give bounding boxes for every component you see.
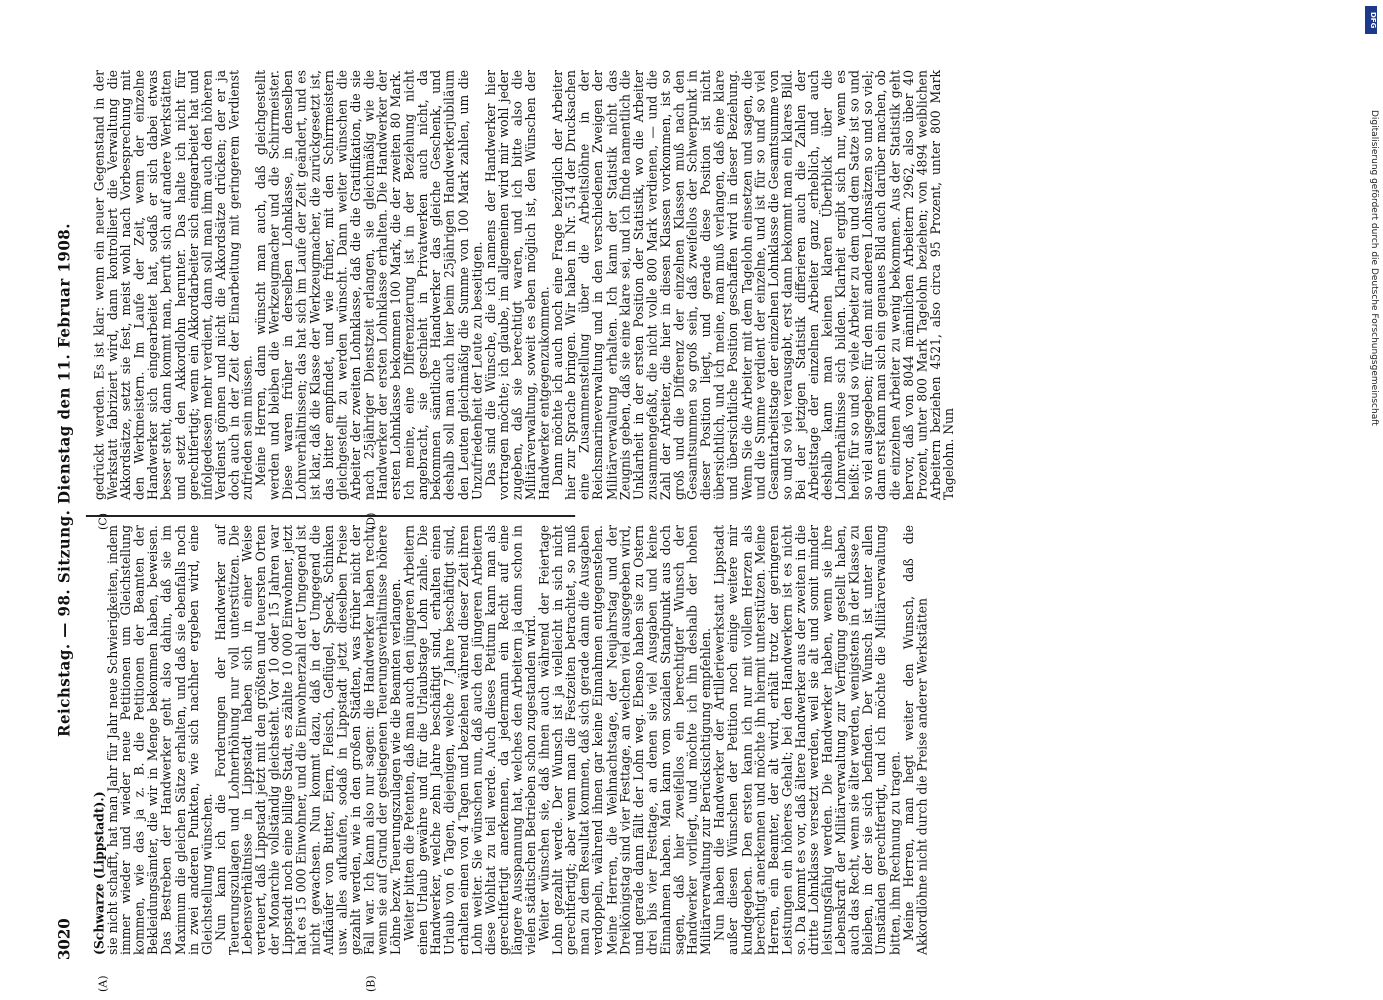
rotated-page: [55, 0, 1353, 1000]
margin-marker-b: (B): [364, 975, 378, 992]
paragraph: Nun haben die Handwerker der Artilleriewerkstatt Lippstadt außer diesen Wünschen der Petition noch einige weitere mir kundgegeben. Den ersten kann ich nur mit vollem Herzen als berechtigt anerkennen und möchte ihn hiermit unterstützen. Meine Herren, ein Beamter, der alt wird, erhält trotz der geringeren Leistungen ein höheres Gehalt; bei den Handwerkern ist es nicht so. Da kommt es vor, daß ältere Handwerker aus der zweiten in die dritte Lohnklasse versetzt werden, weil sie alt und somit minder leistungsfähig werden. Die Handwerker haben, wenn sie ihre Lebenskraft der Militärverwaltung zur Verfügung gestellt haben, auch das Recht, wenn sie älter werden, wenigstens in der Klasse zu bleiben, in der sie sich befinden. Der Wunsch ist unter allen Umständen gerechtfertigt, und ich möchte die Militärverwaltung bitten, ihm Rechnung zu tragen.: [711, 525, 903, 955]
column-divider: [86, 515, 575, 517]
paragraph: Dann möchte ich auch noch eine Frage bezüglich der Arbeiter hier zur Sprache bringen. Wir haben in Nr. 514 der Drucksachen eine Zusammenstellung über die Arbeitslöhne in der Reichsmarineverwaltung und in den verschiedenen Zweigen der Militärverwaltung erhalten. Ich kann der Statistik nicht das Zeugnis geben, daß sie eine klare sei, und ich finde namentlich die Unklarheit in der ersten Position der Statistik, wo die Arbeiter zusammengefaßt, die nicht volle 800 Mark verdienen, — und die Zahl der Arbeiter, die hier in diesen Klassen vorkommen, ist so groß und die Differenz der einzelnen Klassen muß nach den Gesamtsummen so groß sein, daß zweifellos der Schwerpunkt in dieser Position liegt, und gerade diese Position ist nicht übersichtlich, und ich meine, man muß verlangen, daß eine klare und übersichtliche Position geschaffen wird in dieser Beziehung. Wenn Sie die Arbeiter mit dem Tagelohn einsetzen und sagen, die und die Summe verdient der einzelne, und ist für so und so viel Gesamtarbeitstage der einzelnen Lohnklasse die Gesamtsumme von so und so viel verausgabt, erst dann bekommt man ein klares Bild. Bei der jetzigen Statistik differieren auch die Zahlen der Arbeitstage der einzelnen Arbeiter ganz erheblich, und auch deshalb kann man keinen klaren Überblick über die Lohnverhältnisse sich bilden. Klarheit ergibt sich nur, wenn es heißt: für so und so viele Arbeiter zu dem und dem Satze ist so und so viel ausgegeben; für den mit anderen Lohnsätzen so und so viel; dann erst kann man sich ein genaues Bild auch darüber machen, ob die einzelnen Arbeiter zu wenig bekommen. Aus der Statistik geht hervor, daß von 8044 männlichen Arbeitern 2962, also über 40 Prozent, unter 800 Mark Tagelohn beziehen; von 4894 weiblichen Arbeitern beziehen 4521, also circa 95 Prozent, unter 800 Mark Tagelohn. Nun: [549, 70, 957, 500]
digitization-credit: Digitalisierung gefördert durch die Deutsche Forschungsgemeinschaft: [1369, 110, 1379, 426]
paragraph: Das sind die Wünsche, die ich namens der Handwerker hier vortragen möchte; ich glaube, im allgemeinen wird mir wohl jeder zugeben, daß sie berechtigt waren, und ich bitte also die Militärverwaltung, soweit es eben möglich ist, den Wünschen der Handwerker entgegenzukommen.: [482, 70, 552, 500]
margin-marker-a: (A): [96, 975, 110, 992]
paragraph: Meine Herren, dann wünscht man auch, daß gleichgestellt werden und bleiben die Werkzeugmacher und die Schirrmeister. Diese waren früher in derselben Lohnklasse, in denselben Lohnverhältnissen; das hat sich im Laufe der Zeit geändert, und es ist klar, daß die Klasse der Werkzeugmacher, die zurückgesetzt ist, das bitter empfindet, und wie früher, mit den Schirrmeistern gleichgestellt zu werden wünscht. Dann weiter wünschen die Arbeiter der zweiten Lohnklasse, daß die die Gratifikation, die sie nach 25jähriger Dienstzeit erlangen, sie gleichmäßig wie die Handwerker der ersten Lohnklasse erhalten. Die Handwerker der ersten Lohnklasse bekommen 100 Mark, die der zweiten 80 Mark. Ich meine, eine Differenzierung ist in der Beziehung nicht angebracht, sie geschieht in Privatwerken auch nicht, da bekommen sämtliche Handwerker das gleiche Geschenk, und deshalb soll man auch hier beim 25jährigen Handwerkerjubiläum den Leuten gleichmäßig die Summe von 100 Mark zahlen, um die Unzufriedenheit der Leute zu beseitigen.: [252, 70, 485, 500]
session-title: Reichstag. — 98. Sitzung. Dienstag den 11. Februar 1908.: [55, 223, 74, 737]
page-header: [55, 0, 80, 1000]
paragraph: gedrückt werden. Es ist klar: wenn ein neuer Gegenstand in der Werkstatt fabriziert wird, dann kontrolliert die Verwaltung die Akkordsätze, setzt sie fest, meist wohl nach Vorbesprechung mit den Werkmeistern. Im Laufe der Zeit, wenn der einzelne Handwerker sich eingearbeitet hat, sodaß er sich dabei etwas besser steht, dann kommt man, beruft sich auf andere Werkstätten und setzt den Akkordlohn herunter. Das halte ich nicht für gerechtfertigt; wenn ein Akkordarbeiter sich eingearbeitet hat und infolgedessen mehr verdient, dann soll man ihm auch den höheren Verdienst gönnen und nicht die Akkordsätze drücken; der er ja doch auch in der Zeit der Einarbeitung mit geringerem Verdienst zufrieden sein müssen.: [91, 70, 255, 500]
paragraph: Weiter wünschen sie, daß ihnen auch während der Feiertage Lohn gezahlt werde. Der Wunsch ist ja vielleicht in sich nicht gerechtfertigt; aber wenn man die Festzeiten betrachtet, so muß man zu dem Resultat kommen, daß sich gerade dann die Ausgaben verdoppeln, während ihnen gar keine Einnahmen entgegenstehen. Meine Herren, die Weihnachtstage, der Neujahrstag und der Dreikönigstag sind vier Festtage, an welchen viel ausgegeben wird, und gerade dann fällt der Lohn weg. Ebenso haben sie zu Ostern drei bis vier Festtage, an denen sie viel Ausgaben und keine Einnahmen haben. Man kann vom sozialen Standpunkt aus doch sagen, daß hier zweifellos ein berechtigter Wunsch der Handwerker vorliegt, und möchte ich ihn deshalb der hohen Militärverwaltung zur Berücksichtigung empfehlen.: [536, 525, 714, 955]
page-number: 3020: [55, 918, 74, 960]
dfg-logo: DFG: [1365, 6, 1377, 34]
right-column: [92, 70, 955, 500]
margin-marker-d: (D): [364, 512, 378, 530]
paragraph: Nun kann ich die Forderungen der Handwerker auf Teuerungszulagen und Lohnerhöhung nur voll unterstützen. Die Lebensverhältnisse in Lippstadt haben sich in einer Weise verteuert, daß Lippstadt jetzt mit den größten und teuersten Orten der Monarchie vollständig gleichsteht. Vor 10 oder 15 Jahren war Lippstadt noch eine billige Stadt, es zählte 10 000 Einwohner, jetzt hat es 15 000 Einwohner, und die Einwohnerzahl der Umgegend ist nicht gewachsen. Nun kommt dazu, daß in der Umgegend die Aufkäufer von Butter, Eiern, Fleisch, Geflügel, Speck, Schinken usw. alles aufkaufen, sodaß in Lippstadt jetzt dieselben Preise gezahlt werden, wie in den großen Städten, was früher nicht der Fall war. Ich kann also nur sagen: die Handwerker haben recht, wenn sie auf Grund der gestiegenen Teuerungsverhältnisse höhere Löhne bezw. Teuerungszulagen wie die Beamten verlangen.: [212, 525, 404, 955]
left-column: [92, 525, 928, 955]
paragraph: sie nicht schafft, hat man Jahr für Jahr neue Schwierigkeiten, indem immer wieder und wieder neue Petitionen um Gleichstellung kommen, wie das ja z. B. die Petitionen der Beamten der Bekleidungsämter, die wir in Menge bekommen haben, beweisen. Das Bestreben der Handwerker geht also dahin, daß sie im Maximum die gleichen Sätze erhalten, und daß sie ebenfalls noch in zwei anderen Punkten, wie sich nachher ergeben wird, eine Gleichstellung wünschen.: [104, 525, 215, 955]
paragraph: Weiter bitten die Petenten, daß man auch den jüngeren Arbeitern einen Urlaub gewähre und für die Urlaubstage Lohn zahle. Die Handwerker, welche zehn Jahre beschäftigt sind, erhalten einen Urlaub von 6 Tagen, diejenigen, welche 7 Jahre beschäftigt sind, erhalten einen von 4 Tagen und beziehen während dieser Zeit ihren Lohn weiter. Sie wünschen nun, daß auch den jüngeren Arbeitern diese Wohltat zu teil werde. Auch dieses Petitum kann man als gerechtfertigt anerkennen, da jedermann ein Recht auf eine längere Ausspannung hat, welches den Arbeitern ja dann schon in vielen städtischen Betrieben schon zugestanden wird.: [401, 525, 539, 955]
margin-marker-c: (C): [96, 513, 110, 530]
speaker-label: (Schwarze (Lippstadt).): [91, 791, 107, 955]
paragraph: Meine Herren, man hegt weiter den Wunsch, daß die Akkordlöhne nicht durch die Preise anderer Werkstätten: [900, 525, 930, 955]
